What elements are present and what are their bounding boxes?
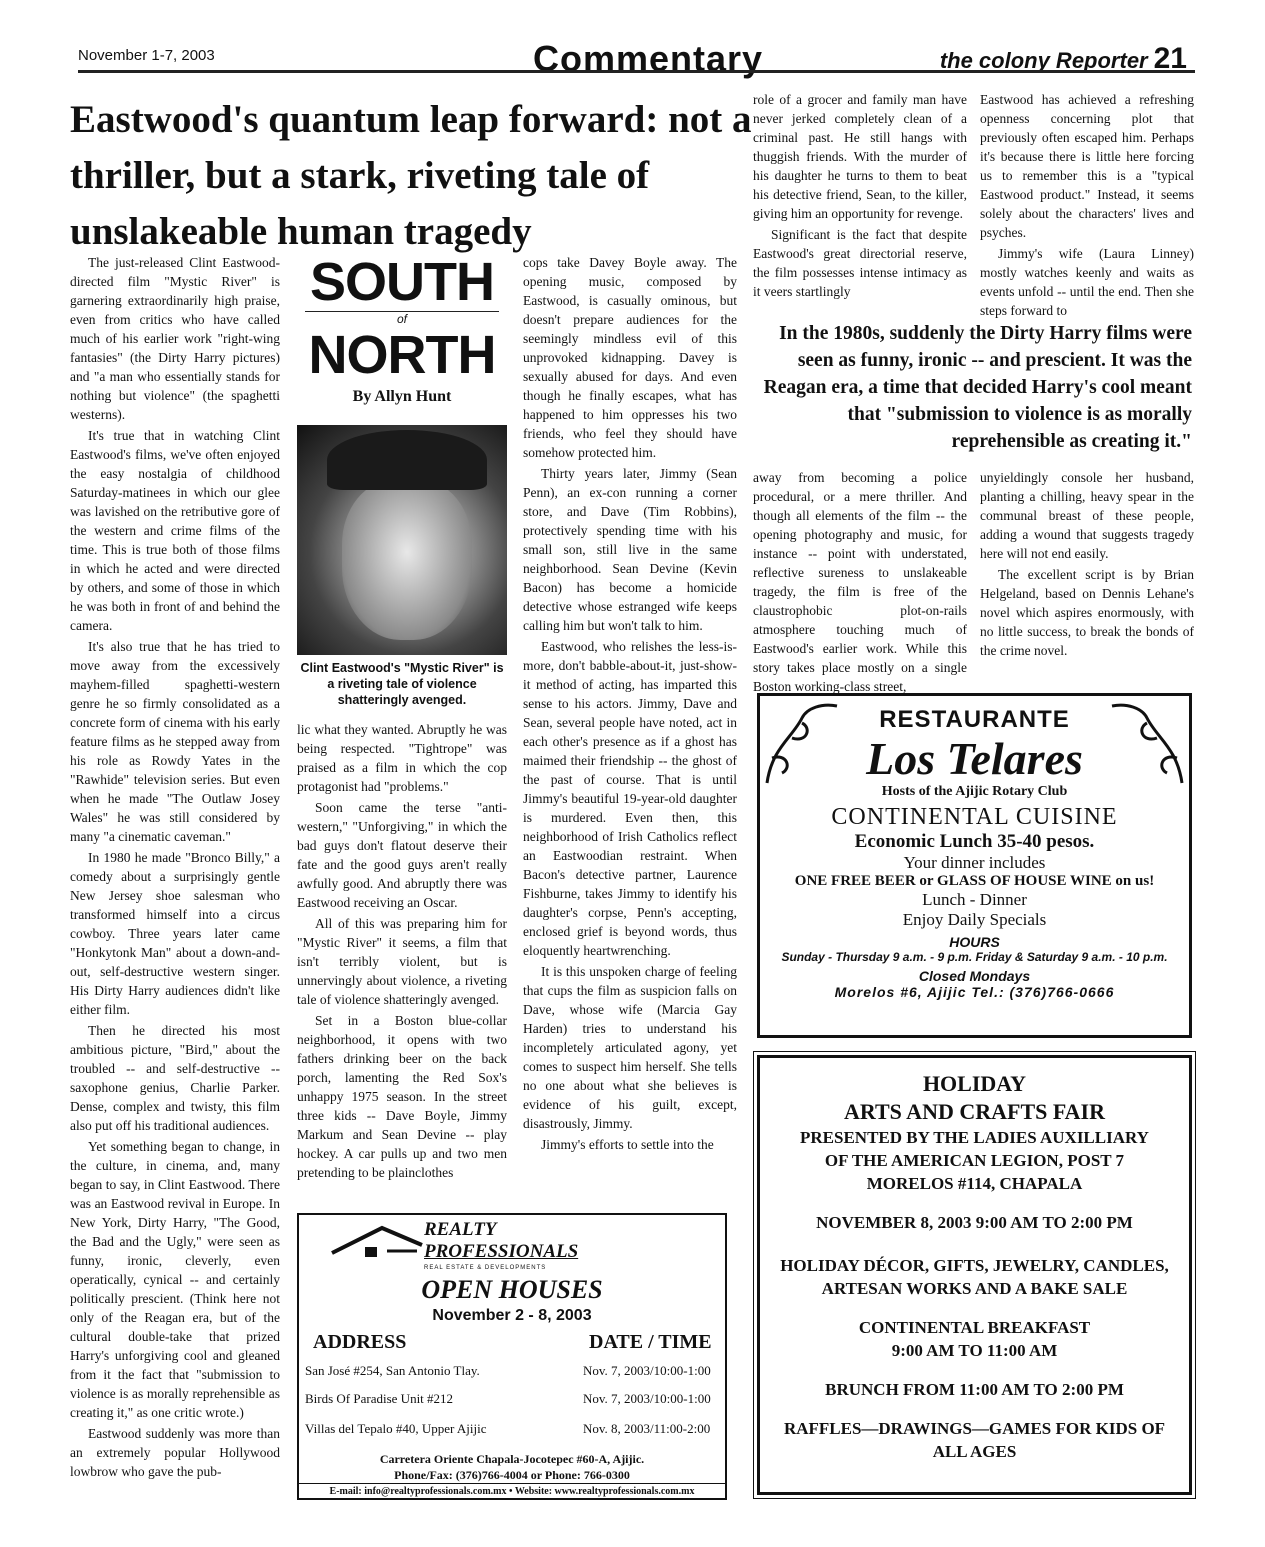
realty-phone: Phone/Fax: (376)766-4004 or Phone: 766-0300 xyxy=(394,1468,630,1482)
article-paragraph: The just-released Clint Eastwood-directed film "Mystic River" is garnering extraordinarily high praise, even from critics who have called much of his earlier work "right-wing fantasies" (the Dirty Harry pictures) and "a man who essentially stands for nothing but violence" (the spaghetti westerns). xyxy=(70,255,280,422)
restaurant-lunch-price: Economic Lunch 35-40 pesos. xyxy=(854,831,1095,852)
photo-caption: Clint Eastwood's "Mystic River" is a riveting tale of violence shatteringly avenged. xyxy=(300,661,504,707)
realty-office xyxy=(299,1451,725,1483)
article-paragraph: lic what they wanted. Abruptly he was being respected. "Tightrope" was praised as a film in which the cop protagonist had "problems." xyxy=(297,722,507,794)
listing-address: Villas del Tepalo #40, Upper Ajijic xyxy=(305,1421,487,1436)
fair-date: NOVEMBER 8, 2003 9:00 AM TO 2:00 PM xyxy=(816,1213,1133,1232)
article-paragraph: Jimmy's efforts to settle into the xyxy=(541,1137,714,1152)
article-headline: Eastwood's quantum leap forward: not a thriller, but a stark, riveting tale of unslakeable human tragedy xyxy=(70,98,752,253)
restaurant-name: Los Telares xyxy=(866,733,1083,784)
fair-raffles-2: ALL AGES xyxy=(932,1442,1017,1461)
article-paragraph: Soon came the terse "anti-western," "Unforgiving," in which the bad guys don't flatout deserve their fate and the good guys aren't really awfully good. And abruptly there was Eastwood receiving an Oscar. xyxy=(297,800,507,910)
logo-word-of: of xyxy=(305,311,499,326)
realty-contact: E-mail: info@realtyprofessionals.com.mx • Website: www.realtyprofessionals.com.mx xyxy=(299,1483,725,1497)
section-title: Commentary xyxy=(533,38,764,79)
fair-presenter-1: PRESENTED BY THE LADIES AUXILLIARY xyxy=(800,1128,1149,1147)
article-paragraph: The excellent script is by Brian Helgeland, based on Dennis Lehane's novel which aspires enormously, with no little success, to break the bonds of the crime novel. xyxy=(980,567,1194,658)
fair-title-1: HOLIDAY xyxy=(922,1071,1027,1096)
article-paragraph: Yet something began to change, in the culture, in cinema, and, many began to say, in Clint Eastwood. There was an Eastwood revival in Europe. In New York, Dirty Harry, "The Good, the Bad and the Ugly," were seen as funny, ironic, cleverly, even operatically, cynical -- and certainly politically prescient. (Think here not only of the Reagan era, but of the cultural double-take that prized Harry's unforgiving cool and gleaned from it the fact that "submission to violence is as morally reprehensible as creating it," as one critic wrote.) xyxy=(70,1139,280,1420)
article-column-3 xyxy=(523,253,737,1188)
restaurant-hours: Sunday - Thursday 9 a.m. - 9 p.m. Friday & Saturday 9 a.m. - 10 p.m. xyxy=(781,950,1168,964)
fair-title-2: ARTS AND CRAFTS FAIR xyxy=(843,1099,1105,1124)
realty-ad xyxy=(297,1213,727,1500)
byline: By Allyn Hunt xyxy=(352,388,452,405)
restaurant-host: Hosts of the Ajijic Rotary Club xyxy=(881,784,1068,799)
restaurant-offer: ONE FREE BEER or GLASS OF HOUSE WINE on us! xyxy=(794,873,1155,889)
restaurant-specials: Enjoy Daily Specials xyxy=(902,910,1047,929)
article-paragraph: Set in a Boston blue-collar neighborhood, it opens with two fathers drinking beer on the back porch, lamenting the Red Sox's unhappy 1975 season. In the street three kids -- Dave Boyle, Jimmy Markum and Sean Devine -- play hockey. A car pulls up and two men pretending to be plainclothes xyxy=(297,1013,507,1180)
fair-presenter-2: OF THE AMERICAN LEGION, POST 7 xyxy=(824,1151,1125,1170)
header-rule xyxy=(78,70,1195,73)
listing-row xyxy=(305,1421,719,1437)
article-paragraph: Thirty years later, Jimmy (Sean Penn), an ex-con running a corner store, and Dave (Tim Robbins), protectively spending time with his small son, still live in the same neighborhood. Sean Devine (Kevin Bacon) has become a homicide detective whose estranged wife keeps calling him but won't talk to him. xyxy=(523,466,737,633)
article-column-7 xyxy=(980,468,1194,683)
listing-datetime: Nov. 7, 2003/10:00-1:00 xyxy=(583,1391,711,1406)
open-houses-title: OPEN HOUSES xyxy=(421,1275,603,1304)
listing-datetime: Nov. 8, 2003/11:00-2:00 xyxy=(583,1421,711,1436)
restaurant-label: RESTAURANTE xyxy=(879,706,1070,733)
house-icon xyxy=(327,1223,427,1263)
article-paragraph: away from becoming a police procedural, or a mere thriller. And though all elements of the film -- the opening photography and music, for instance -- point with understated, reflective sureness to unslakeable tragedy, the film is free of the claustrophobic plot-on-rails atmosphere touching much of Eastwood's earlier work. While this story takes place mostly on a single Boston working-class street, xyxy=(753,470,967,694)
article-column-4 xyxy=(753,90,967,305)
restaurant-ad xyxy=(757,693,1192,1038)
address-header: ADDRESS xyxy=(313,1331,407,1353)
realty-name-1: REALTY xyxy=(424,1219,497,1240)
column-logo xyxy=(297,252,507,406)
datetime-header: DATE / TIME xyxy=(589,1331,712,1353)
realty-tagline: REAL ESTATE & DEVELOPMENTS xyxy=(424,1265,547,1271)
eastwood-photo xyxy=(297,425,507,655)
open-houses-dates: November 2 - 8, 2003 xyxy=(432,1307,592,1324)
article-paragraph: Eastwood suddenly was more than an extremely popular Hollywood lowbrow who gave the pub- xyxy=(70,1426,280,1479)
restaurant-meals: Lunch - Dinner xyxy=(922,890,1027,909)
photo-cap xyxy=(327,430,487,490)
listing-address: San José #254, San Antonio Tlay. xyxy=(305,1363,480,1378)
restaurant-address: Morelos #6, Ajijic Tel.: (376)766-0666 xyxy=(834,984,1115,1000)
article-paragraph: In 1980 he made "Bronco Billy," a comedy about a surprisingly gentle New Jersey shoe salesman who transformed himself into a circus cowboy. Three years later came "Honkytonk Man" about a down-and-out, self-destructive western singer. His Dirty Harry audiences didn't like either film. xyxy=(70,850,280,1017)
restaurant-closed: Closed Mondays xyxy=(918,968,1031,984)
article-paragraph: It's also true that he has tried to move away from the excessively mayhem-filled spaghetti-western genre he so firmly consolidated as a concrete form of cinema with his early feature films as he stepped away from his role as Rowdy Yates in the "Rawhide" television series. But even when he made "The Outlaw Josey Wales" he was still considered by many "a cinematic caveman." xyxy=(70,639,280,844)
article-paragraph: Eastwood, who relishes the less-is-more, don't babble-about-it, just-show-it method of acting, has imparted this sense to his actors. Jimmy, Dave and Sean, several people have noted, act in each other's presence as if a ghost has maimed their friendship -- the ghost of the past of course. That is until Jimmy's beautiful 19-year-old daughter is murdered. Even then, this neighborhood of Irish Catholics reflect an Eastwoodian restraint. When Bacon's detective partner, Laurence Fishburne, takes Jimmy to identify his daughter's corpse, Penn's accepting, enclosed grief is beyond words, thus eloquently heartwrenching. xyxy=(523,639,737,958)
listing-row xyxy=(305,1391,719,1407)
realty-office-address: Carretera Oriente Chapala-Jocotepec #60-A, Ajijic. xyxy=(379,1452,645,1466)
restaurant-hours-label: HOURS xyxy=(949,934,1000,950)
fair-breakfast-time: 9:00 AM TO 11:00 AM xyxy=(891,1341,1058,1360)
realty-name-2: PROFESSIONALS xyxy=(424,1241,579,1262)
fair-breakfast: CONTINENTAL BREAKFAST xyxy=(858,1318,1091,1337)
article-paragraph: It is this unspoken charge of feeling that cups the film as suspicion falls on Dave, whose wife (Marcia Gay Harden) tries to understand his incompletely articulated agony, yet comes to suspect him herself. She tells no one about what she believes is evidence of his guilt, except, disastrously, Jimmy. xyxy=(523,964,737,1131)
article-paragraph: cops take Davey Boyle away. The opening music, composed by Eastwood, is casually ominous, but doesn't prepare audiences for the seemingly mindless evil of this unprovoked kidnapping. Davey is sexually abused for days. And even though he finally escapes, what has happened to him oppresses his two friends, who feel they should have somehow protected him. xyxy=(523,255,737,460)
ornament-left-icon xyxy=(762,698,842,788)
article-column-2 xyxy=(297,720,507,1190)
article-paragraph: Significant is the fact that despite Eastwood's great directorial reserve, the film possesses intense intimacy as it veers startlingly xyxy=(753,227,967,299)
article-column-5 xyxy=(980,90,1194,318)
issue-date: November 1-7, 2003 xyxy=(78,47,215,64)
fair-brunch: BRUNCH FROM 11:00 AM TO 2:00 PM xyxy=(825,1380,1124,1399)
listing-row xyxy=(305,1363,719,1379)
article-paragraph: All of this was preparing him for "Mystic River" it seems, a film that isn't terribly violent, but is unnervingly about violence, a riveting tale of violence shatteringly avenged. xyxy=(297,916,507,1007)
page-number: 21 xyxy=(1153,42,1187,75)
fair-items-1: HOLIDAY DÉCOR, GIFTS, JEWELRY, CANDLES, xyxy=(780,1256,1169,1275)
article-paragraph: Eastwood has achieved a refreshing openness concerning plot that previously often escaped him. Perhaps it's because there is little here forcing us to remember this is a "typical Eastwood product." Instead, it seems solely about the characters' lives and psyches. xyxy=(980,92,1194,240)
article-column-6 xyxy=(753,468,967,694)
fair-raffles-1: RAFFLES—DRAWINGS—GAMES FOR KIDS OF xyxy=(783,1419,1166,1438)
article-paragraph: Then he directed his most ambitious picture, "Bird," about the troubled -- and self-destructive -- saxophone genius, Charlie Parker. Dense, complex and twisty, this film also put off his traditional audiences. xyxy=(70,1023,280,1133)
photo-face xyxy=(342,480,472,640)
listing-address: Birds Of Paradise Unit #212 xyxy=(305,1391,454,1406)
article-column-1 xyxy=(70,253,280,1538)
restaurant-dinner-includes: Your dinner includes xyxy=(903,853,1046,872)
logo-word-north: NORTH xyxy=(308,325,496,385)
article-paragraph: role of a grocer and family man have never jerked completely clean of a criminal past. He still hangs with thuggish friends. With the murder of his daughter he turns to them to beat his detective friend, Sean, to the killer, giving him an opportunity for revenge. xyxy=(753,92,967,221)
restaurant-cuisine: CONTINENTAL CUISINE xyxy=(831,804,1118,830)
brand-name: the colony Reporter xyxy=(939,48,1148,73)
article-paragraph: unyieldingly console her husband, planting a chilling, heavy spear in the communal breast of these people, adding a wound that suggests tragedy here will not end easily. xyxy=(980,470,1194,561)
ornament-right-icon xyxy=(1107,698,1187,788)
logo-word-south: SOUTH xyxy=(310,252,494,312)
crafts-fair-ad xyxy=(757,1055,1192,1495)
fair-location: MORELOS #114, CHAPALA xyxy=(866,1174,1083,1193)
pull-quote: In the 1980s, suddenly the Dirty Harry films were seen as funny, ironic -- and prescient. It was the Reagan era, a time that decided Harry's cool meant that "submission to violence is as morally reprehensible as creating it." xyxy=(763,323,1192,452)
listing-datetime: Nov. 7, 2003/10:00-1:00 xyxy=(583,1363,711,1378)
article-paragraph: It's true that in watching Clint Eastwood's films, we've often enjoyed the easy nostalgia of childhood Saturday-matinees in which our glee was lavished on the retributive gore of the western and crime films of the time. This is true both of those films in which he acted and were directed by others, and some of those in which he was both in front of and behind the camera. xyxy=(70,428,280,633)
fair-items-2: ARTESAN WORKS AND A BAKE SALE xyxy=(821,1279,1128,1298)
article-paragraph: Jimmy's wife (Laura Linney) mostly watches keenly and waits as events unfold -- until the end. Then she steps forward to xyxy=(980,246,1194,318)
